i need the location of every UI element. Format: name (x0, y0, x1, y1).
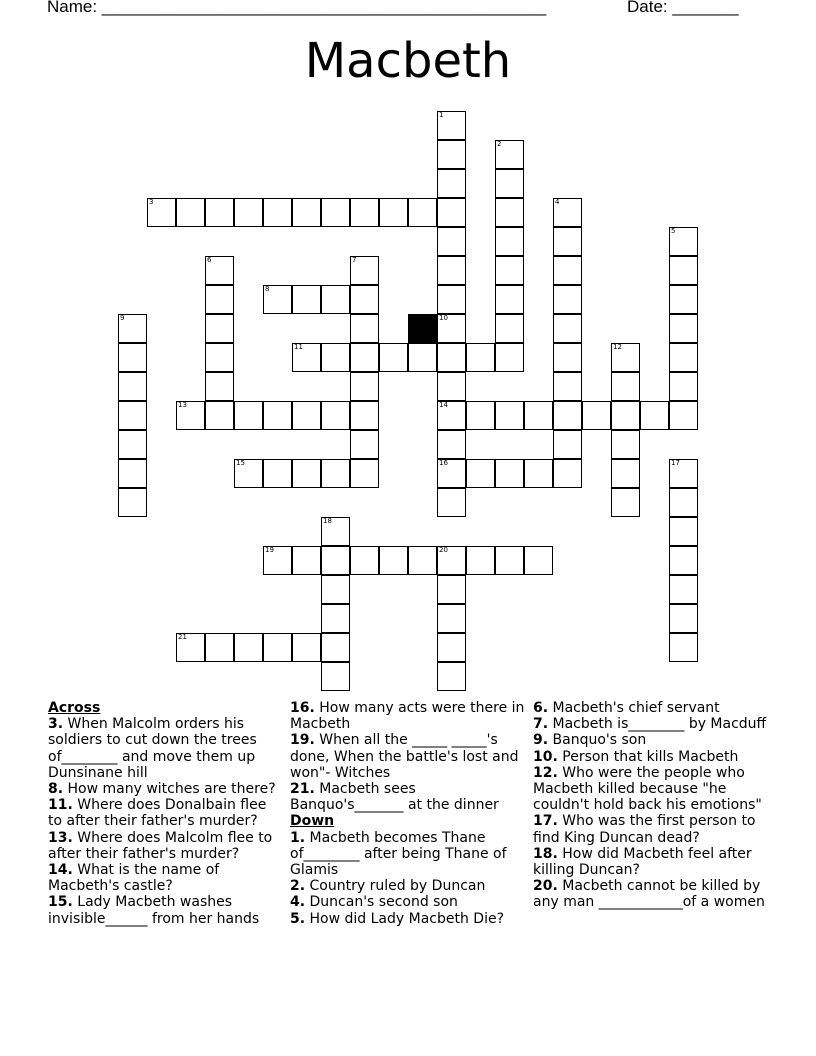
clue-number: 16 (439, 459, 448, 467)
grid-cell[interactable] (205, 256, 234, 285)
down-clue (533, 878, 773, 910)
clue-column-3 (533, 700, 773, 911)
grid-cell[interactable] (118, 343, 147, 372)
grid-cell[interactable] (292, 546, 321, 575)
down-clue (533, 813, 773, 845)
clue-text: Macbeth's chief servant (548, 700, 720, 716)
grid-cell[interactable] (553, 401, 582, 430)
grid-cell[interactable] (495, 401, 524, 430)
grid-cell[interactable] (437, 285, 466, 314)
clue-number: 17 (671, 459, 680, 467)
down-clue (533, 700, 773, 716)
down-clue (533, 846, 773, 878)
clue-number: 17. (533, 813, 558, 830)
clue-number: 19. (290, 732, 315, 749)
grid-cell[interactable] (321, 198, 350, 227)
grid-cell[interactable] (234, 401, 263, 430)
grid-cell[interactable] (321, 285, 350, 314)
grid-cell[interactable] (524, 401, 553, 430)
black-cell (408, 314, 437, 343)
grid-cell[interactable] (553, 459, 582, 488)
grid-cell[interactable] (234, 633, 263, 662)
clue-number: 3 (149, 198, 154, 206)
grid-cell[interactable] (176, 633, 205, 662)
clue-column-1 (48, 700, 282, 927)
clue-number: 18. (533, 845, 558, 862)
grid-cell[interactable] (263, 285, 292, 314)
clue-number: 1. (290, 829, 306, 846)
grid-cell[interactable] (669, 256, 698, 285)
grid-cell[interactable] (350, 459, 379, 488)
grid-cell[interactable] (437, 633, 466, 662)
grid-cell[interactable] (118, 372, 147, 401)
clue-text: Where does Donalbain flee to after their father's murder? (48, 797, 267, 830)
grid-cell[interactable] (263, 198, 292, 227)
grid-cell[interactable] (466, 401, 495, 430)
grid-cell[interactable] (524, 546, 553, 575)
grid-cell[interactable] (669, 488, 698, 517)
grid-cell[interactable] (205, 198, 234, 227)
grid-cell[interactable] (118, 488, 147, 517)
clue-text: Who was the first person to find King Duncan dead? (533, 813, 756, 846)
grid-cell[interactable] (495, 198, 524, 227)
grid-cell[interactable] (234, 198, 263, 227)
clue-text: Lady Macbeth washes invisible______ from her hands (48, 894, 260, 927)
clue-number: 11. (48, 797, 73, 814)
grid-cell[interactable] (350, 343, 379, 372)
grid-cell[interactable] (669, 227, 698, 256)
grid-cell[interactable] (321, 633, 350, 662)
grid-cell[interactable] (437, 488, 466, 517)
grid-cell[interactable] (437, 430, 466, 459)
clue-text: When Malcolm orders his soldiers to cut down the trees of________ and move them up Dunsinane hill (48, 716, 257, 781)
grid-cell[interactable] (495, 314, 524, 343)
down-clue (533, 716, 773, 732)
clue-text: Macbeth is________ by Macduff (548, 716, 767, 733)
clue-text: Banquo's son (548, 732, 647, 749)
grid-cell[interactable] (437, 372, 466, 401)
grid-cell[interactable] (611, 488, 640, 517)
grid-cell[interactable] (553, 343, 582, 372)
grid-cell[interactable] (495, 459, 524, 488)
grid-cell[interactable] (437, 256, 466, 285)
grid-cell[interactable] (292, 285, 321, 314)
grid-cell[interactable] (350, 314, 379, 343)
grid-cell[interactable] (292, 343, 321, 372)
grid-cell[interactable] (176, 401, 205, 430)
page-title: Macbeth (304, 33, 512, 89)
clue-text: Person that kills Macbeth (557, 748, 739, 765)
clue-text: Duncan's second son (305, 894, 458, 911)
grid-cell[interactable] (495, 285, 524, 314)
grid-cell[interactable] (263, 546, 292, 575)
grid-cell[interactable] (321, 604, 350, 633)
clue-number: 8. (48, 781, 64, 798)
grid-cell[interactable] (669, 575, 698, 604)
across-clue (48, 862, 282, 894)
clue-number: 21. (290, 781, 315, 798)
down-clue (533, 732, 773, 748)
grid-cell[interactable] (147, 198, 176, 227)
grid-cell[interactable] (321, 459, 350, 488)
grid-cell[interactable] (553, 430, 582, 459)
clue-text: Macbeth sees Banquo's_______ at the dinner (290, 781, 499, 814)
grid-cell[interactable] (553, 198, 582, 227)
grid-cell[interactable] (292, 633, 321, 662)
clue-text: How did Macbeth feel after killing Duncan? (533, 845, 752, 879)
grid-cell[interactable] (205, 401, 234, 430)
across-clue (290, 700, 526, 732)
clue-number: 1 (439, 111, 444, 119)
clue-number: 5. (290, 910, 306, 927)
grid-cell[interactable] (611, 430, 640, 459)
name-field-line: Name: _______________________________________________ (47, 0, 547, 16)
clue-number: 15 (236, 459, 245, 467)
grid-cell[interactable] (263, 633, 292, 662)
grid-cell[interactable] (495, 140, 524, 169)
grid-cell[interactable] (669, 285, 698, 314)
clue-text: How did Lady Macbeth Die? (305, 910, 505, 927)
clue-number: 12. (533, 764, 558, 781)
clue-number: 16. (290, 700, 315, 716)
grid-cell[interactable] (176, 198, 205, 227)
grid-cell[interactable] (379, 198, 408, 227)
clue-text: Macbeth cannot be killed by any man ____________of a women (533, 878, 765, 911)
grid-cell[interactable] (437, 169, 466, 198)
clue-number: 20. (533, 878, 558, 895)
grid-cell[interactable] (350, 256, 379, 285)
date-field-line: Date: _______ (627, 0, 739, 16)
clue-text: How many witches are there? (63, 781, 276, 798)
clue-number: 7 (352, 256, 357, 264)
grid-cell[interactable] (495, 227, 524, 256)
grid-cell[interactable] (205, 633, 234, 662)
grid-cell[interactable] (321, 517, 350, 546)
grid-cell[interactable] (466, 459, 495, 488)
grid-cell[interactable] (118, 430, 147, 459)
across-clue (290, 732, 526, 781)
clue-number: 11 (294, 343, 303, 351)
grid-cell[interactable] (437, 111, 466, 140)
grid-cell[interactable] (292, 459, 321, 488)
grid-cell[interactable] (669, 604, 698, 633)
clue-number: 6. (533, 700, 549, 716)
across-clue (48, 716, 282, 781)
grid-cell[interactable] (263, 401, 292, 430)
section-heading: Down (290, 813, 335, 830)
grid-cell[interactable] (437, 546, 466, 575)
grid-cell[interactable] (350, 285, 379, 314)
grid-cell[interactable] (379, 343, 408, 372)
clue-number: 18 (323, 517, 332, 525)
clue-number: 7. (533, 716, 549, 733)
grid-cell[interactable] (379, 546, 408, 575)
grid-cell[interactable] (437, 198, 466, 227)
across-clue (48, 797, 282, 829)
grid-cell[interactable] (408, 343, 437, 372)
across-clue (48, 894, 282, 926)
grid-cell[interactable] (437, 662, 466, 691)
grid-cell[interactable] (582, 401, 611, 430)
grid-cell[interactable] (321, 546, 350, 575)
clue-text: When all the _____ _____'s done, When the battle's lost and won"- Witches (290, 732, 519, 781)
clue-text: Where does Malcolm flee to after their father's murder? (48, 829, 273, 862)
clue-number: 8 (265, 285, 270, 293)
grid-cell[interactable] (437, 604, 466, 633)
clue-text: Who were the people who Macbeth killed because "he couldn't hold back his emotions" (533, 764, 762, 814)
grid-cell[interactable] (321, 343, 350, 372)
grid-cell[interactable] (669, 517, 698, 546)
grid-cell[interactable] (118, 401, 147, 430)
grid-cell[interactable] (408, 546, 437, 575)
grid-cell[interactable] (234, 459, 263, 488)
clue-number: 4. (290, 894, 306, 911)
grid-cell[interactable] (466, 546, 495, 575)
grid-cell[interactable] (408, 198, 437, 227)
grid-cell[interactable] (553, 256, 582, 285)
grid-cell[interactable] (437, 459, 466, 488)
grid-cell[interactable] (640, 401, 669, 430)
grid-cell[interactable] (495, 256, 524, 285)
across-clue (48, 781, 282, 797)
clue-text: What is the name of Macbeth's castle? (48, 862, 220, 895)
grid-cell[interactable] (205, 343, 234, 372)
grid-cell[interactable] (669, 314, 698, 343)
clue-number: 4 (555, 198, 560, 206)
grid-cell[interactable] (553, 372, 582, 401)
grid-cell[interactable] (553, 285, 582, 314)
clue-number: 10 (439, 314, 448, 322)
grid-cell[interactable] (205, 285, 234, 314)
clue-number: 12 (613, 343, 622, 351)
clue-text: Macbeth becomes Thane of________ after being Thane of Glamis (290, 829, 507, 879)
grid-cell[interactable] (437, 575, 466, 604)
down-clue (533, 749, 773, 765)
clue-number: 15. (48, 894, 73, 911)
clue-number: 20 (439, 546, 448, 554)
grid-cell[interactable] (321, 575, 350, 604)
clue-number: 3. (48, 716, 64, 733)
down-clue (290, 911, 526, 927)
grid-cell[interactable] (118, 459, 147, 488)
grid-cell[interactable] (350, 430, 379, 459)
grid-cell[interactable] (118, 314, 147, 343)
grid-cell[interactable] (669, 343, 698, 372)
down-clue (290, 894, 526, 910)
grid-cell[interactable] (553, 227, 582, 256)
clue-number: 9 (120, 314, 125, 322)
clue-number: 14 (439, 401, 448, 409)
grid-cell[interactable] (669, 633, 698, 662)
down-clue (533, 765, 773, 814)
grid-cell[interactable] (350, 372, 379, 401)
clue-text: How many acts were there in Macbeth (290, 700, 525, 733)
grid-cell[interactable] (553, 314, 582, 343)
grid-cell[interactable] (495, 546, 524, 575)
grid-cell[interactable] (669, 372, 698, 401)
grid-cell[interactable] (263, 459, 292, 488)
grid-cell[interactable] (466, 343, 495, 372)
grid-cell[interactable] (524, 459, 553, 488)
grid-cell[interactable] (321, 662, 350, 691)
clue-number: 21 (178, 633, 187, 641)
down-clue (290, 830, 526, 879)
grid-cell[interactable] (611, 401, 640, 430)
grid-cell[interactable] (669, 546, 698, 575)
grid-cell[interactable] (437, 401, 466, 430)
clue-number: 5 (671, 227, 676, 235)
grid-cell[interactable] (611, 343, 640, 372)
grid-cell[interactable] (437, 140, 466, 169)
grid-cell[interactable] (437, 314, 466, 343)
clue-number: 14. (48, 862, 73, 879)
grid-cell[interactable] (292, 198, 321, 227)
across-clue (290, 781, 526, 813)
grid-cell[interactable] (205, 314, 234, 343)
grid-cell[interactable] (669, 401, 698, 430)
clue-number: 10. (533, 748, 558, 765)
grid-cell[interactable] (611, 459, 640, 488)
section-heading: Across (48, 700, 101, 716)
clue-number: 6 (207, 256, 212, 264)
grid-cell[interactable] (611, 372, 640, 401)
grid-cell[interactable] (321, 401, 350, 430)
clue-column-2 (290, 700, 526, 927)
grid-cell[interactable] (437, 343, 466, 372)
clue-number: 2. (290, 878, 306, 895)
grid-cell[interactable] (495, 343, 524, 372)
grid-cell[interactable] (350, 401, 379, 430)
grid-cell[interactable] (292, 401, 321, 430)
grid-cell[interactable] (350, 546, 379, 575)
grid-cell[interactable] (669, 459, 698, 488)
grid-cell[interactable] (437, 227, 466, 256)
down-clue (290, 878, 526, 894)
grid-cell[interactable] (205, 372, 234, 401)
clue-number: 9. (533, 732, 549, 749)
clue-text: Country ruled by Duncan (305, 878, 486, 895)
grid-cell[interactable] (350, 198, 379, 227)
clue-number: 13. (48, 829, 73, 846)
clue-number: 2 (497, 140, 502, 148)
clue-number: 13 (178, 401, 187, 409)
clue-number: 19 (265, 546, 274, 554)
across-clue (48, 830, 282, 862)
grid-cell[interactable] (495, 169, 524, 198)
